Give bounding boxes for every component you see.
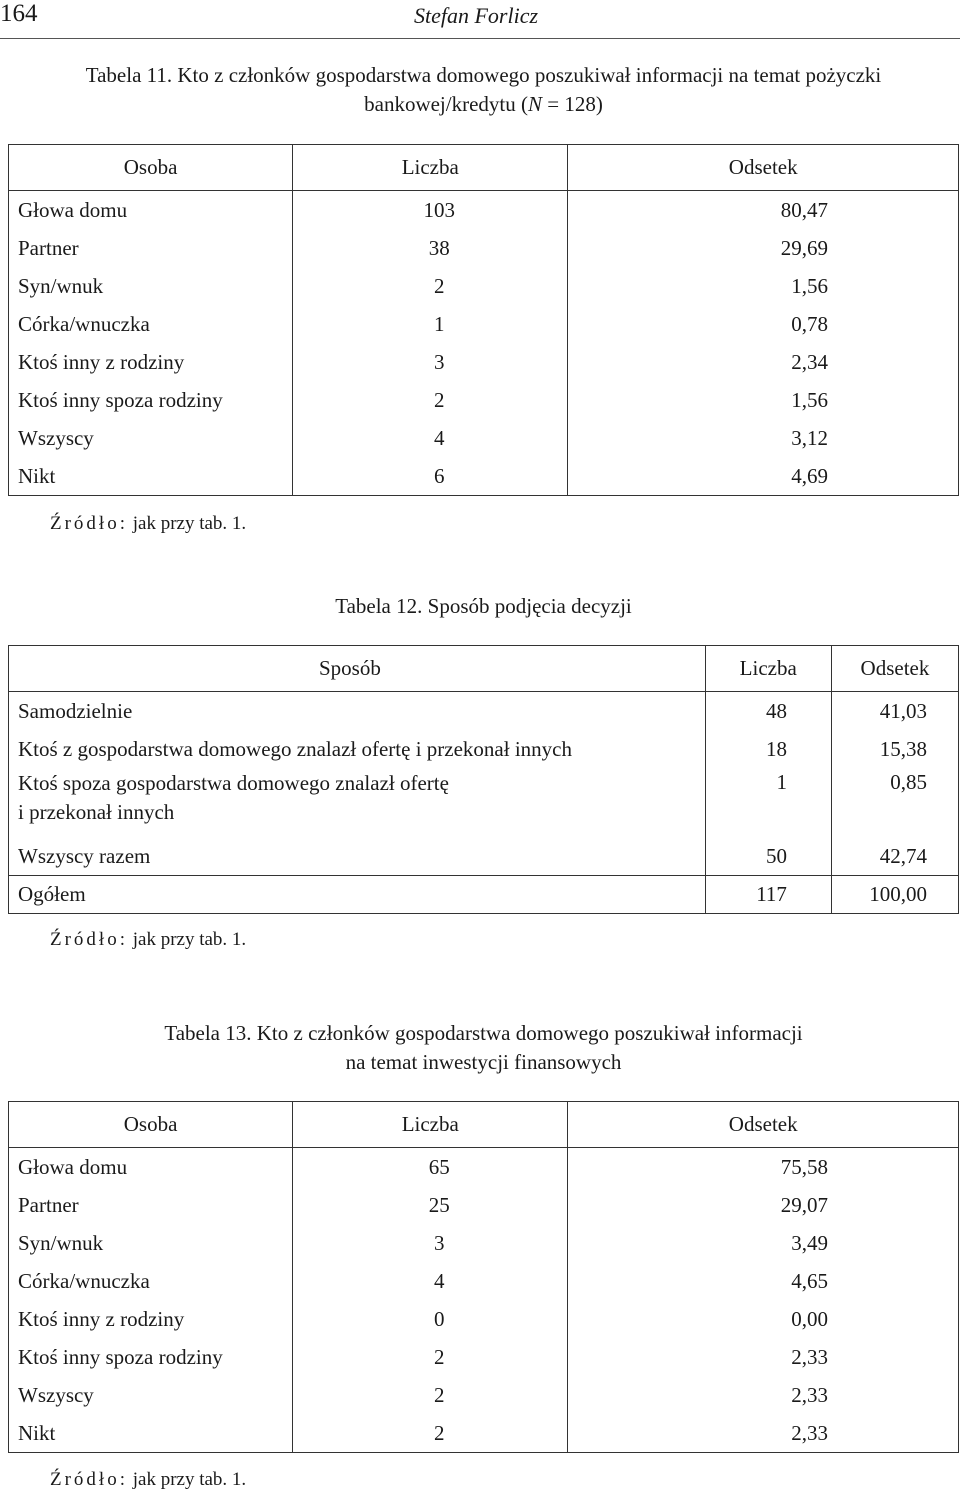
table13-caption-label: Tabela 13. [164,1021,252,1045]
table-row [9,1262,959,1300]
table11-cell-liczba: 2 [293,381,568,419]
table11-cell-osoba: Syn/wnuk [9,267,293,305]
table11-cell-osoba: Ktoś inny spoza rodziny [9,381,293,419]
table12-total-odsetek: 100,00 [831,876,958,914]
table11-cell-odsetek: 80,47 [568,191,959,230]
table-row [9,837,959,876]
table11-caption-text2: bankowej/kredytu ( [364,92,528,116]
table13-cell-osoba: Syn/wnuk [9,1224,293,1262]
table11-source-label: Źródło: [50,513,128,534]
table12-cell-sposob [9,768,706,837]
table-row [9,191,959,230]
table11-col-liczba: Liczba [293,145,568,191]
table11-cell-odsetek: 29,69 [568,229,959,267]
table12-source-label: Źródło: [50,929,128,950]
table13 [8,1101,959,1453]
table13-cell-osoba: Partner [9,1186,293,1224]
running-author: Stefan Forlicz [414,3,539,28]
table12-source [50,929,246,951]
table12-cell-sposob: Ktoś z gospodarstwa domowego znalazł ofertę i przekonał innych [9,730,706,768]
table-row [9,1224,959,1262]
table11-caption [8,61,959,119]
table11-caption-n: N [528,92,543,116]
table12-caption-label: Tabela 12. [335,594,423,618]
table11-cell-liczba: 103 [293,191,568,230]
table11-cell-osoba: Ktoś inny z rodziny [9,343,293,381]
table13-cell-osoba: Nikt [9,1414,293,1453]
table12-cell-sposob: Wszyscy razem [9,837,706,876]
table12-cell-odsetek: 41,03 [831,692,958,731]
table13-source-text: jak przy tab. 1. [128,1469,247,1490]
table12-header-row [9,646,959,692]
table11-source [50,513,246,535]
table12 [8,645,959,914]
table-row [9,1186,959,1224]
table11-header-row [9,145,959,191]
table13-caption [8,1019,959,1077]
running-head [0,0,960,39]
table13-cell-odsetek: 4,65 [568,1262,959,1300]
table12-cell-odsetek: 0,85 [831,768,958,837]
table13-col-liczba: Liczba [293,1102,568,1148]
table13-cell-osoba: Ktoś inny spoza rodziny [9,1338,293,1376]
table11-cell-liczba: 1 [293,305,568,343]
table11-caption-text3: = 128) [542,92,603,116]
table11-cell-osoba: Wszyscy [9,419,293,457]
page-number: 164 [0,0,38,27]
table13-cell-odsetek: 2,33 [568,1338,959,1376]
table11-cell-liczba: 4 [293,419,568,457]
table12-cell-odsetek: 15,38 [831,730,958,768]
table12-col-liczba: Liczba [705,646,831,692]
table13-caption-text: Kto z członków gospodarstwa domowego poszukiwał informacji [251,1021,803,1045]
table12-col-odsetek: Odsetek [831,646,958,692]
table11-cell-liczba: 38 [293,229,568,267]
table13-caption-line2: na temat inwestycji finansowych [345,1050,622,1074]
table13-cell-odsetek: 29,07 [568,1186,959,1224]
table-row [9,457,959,496]
table11 [8,144,959,496]
table11-cell-liczba: 3 [293,343,568,381]
table12-cell-liczba: 1 [705,768,831,837]
table-row [9,305,959,343]
table13-cell-liczba: 2 [293,1338,568,1376]
table-row [9,1300,959,1338]
table-row [9,1148,959,1187]
table-row [9,267,959,305]
table11-cell-odsetek: 1,56 [568,381,959,419]
table11-cell-osoba: Nikt [9,457,293,496]
table11-cell-odsetek: 1,56 [568,267,959,305]
table13-cell-osoba: Córka/wnuczka [9,1262,293,1300]
table11-caption-line1 [8,61,959,90]
table13-cell-liczba: 3 [293,1224,568,1262]
table-row [9,419,959,457]
table-row [9,1376,959,1414]
table13-cell-odsetek: 2,33 [568,1414,959,1453]
table12-caption-text: Sposób podjęcia decyzji [422,594,632,618]
table-row [9,229,959,267]
table-row [9,730,959,768]
table13-cell-liczba: 25 [293,1186,568,1224]
table11-caption-label: Tabela 11. [85,63,173,87]
table13-cell-liczba: 65 [293,1148,568,1187]
table11-cell-odsetek: 3,12 [568,419,959,457]
table12-cell-odsetek: 42,74 [831,837,958,876]
table13-cell-odsetek: 0,00 [568,1300,959,1338]
table-row [9,692,959,731]
table11-cell-liczba: 6 [293,457,568,496]
table11-caption-line2 [8,90,959,119]
table11-col-osoba: Osoba [9,145,293,191]
table12-cell-liczba: 50 [705,837,831,876]
table12-col-sposob: Sposób [9,646,706,692]
table13-col-osoba: Osoba [9,1102,293,1148]
table11-cell-liczba: 2 [293,267,568,305]
table13-cell-liczba: 0 [293,1300,568,1338]
table13-cell-liczba: 2 [293,1414,568,1453]
table12-cell-sposob: Samodzielnie [9,692,706,731]
table13-cell-osoba: Ktoś inny z rodziny [9,1300,293,1338]
table11-cell-odsetek: 4,69 [568,457,959,496]
table12-caption [8,592,959,621]
table13-cell-odsetek: 3,49 [568,1224,959,1262]
table13-source [50,1469,246,1491]
table12-total-label: Ogółem [9,876,706,914]
table11-source-text: jak przy tab. 1. [128,513,247,534]
table11-cell-odsetek: 2,34 [568,343,959,381]
table13-col-odsetek: Odsetek [568,1102,959,1148]
table13-source-label: Źródło: [50,1469,128,1490]
table11-caption-text: Kto z członków gospodarstwa domowego poszukiwał informacji na temat pożyczki [172,63,882,87]
table13-caption-line1 [8,1019,959,1048]
table13-header-row [9,1102,959,1148]
table11-cell-osoba: Córka/wnuczka [9,305,293,343]
table11-col-odsetek: Odsetek [568,145,959,191]
table12-cell-liczba: 18 [705,730,831,768]
table13-cell-odsetek: 75,58 [568,1148,959,1187]
table11-cell-osoba: Partner [9,229,293,267]
table13-cell-odsetek: 2,33 [568,1376,959,1414]
table12-total-row [9,876,959,914]
table-row [9,381,959,419]
table-row [9,1414,959,1453]
table-row [9,343,959,381]
table11-cell-odsetek: 0,78 [568,305,959,343]
table13-cell-osoba: Wszyscy [9,1376,293,1414]
table12-cell-line1: Ktoś spoza gospodarstwa domowego znalazł ofertę [18,771,449,795]
table12-cell-line2: i przekonał innych [18,800,175,824]
table-row [9,768,959,837]
table13-cell-liczba: 2 [293,1376,568,1414]
table-row [9,1338,959,1376]
table12-cell-liczba: 48 [705,692,831,731]
table13-cell-osoba: Głowa domu [9,1148,293,1187]
table13-cell-liczba: 4 [293,1262,568,1300]
table12-total-liczba: 117 [705,876,831,914]
table12-source-text: jak przy tab. 1. [128,929,247,950]
table11-cell-osoba: Głowa domu [9,191,293,230]
